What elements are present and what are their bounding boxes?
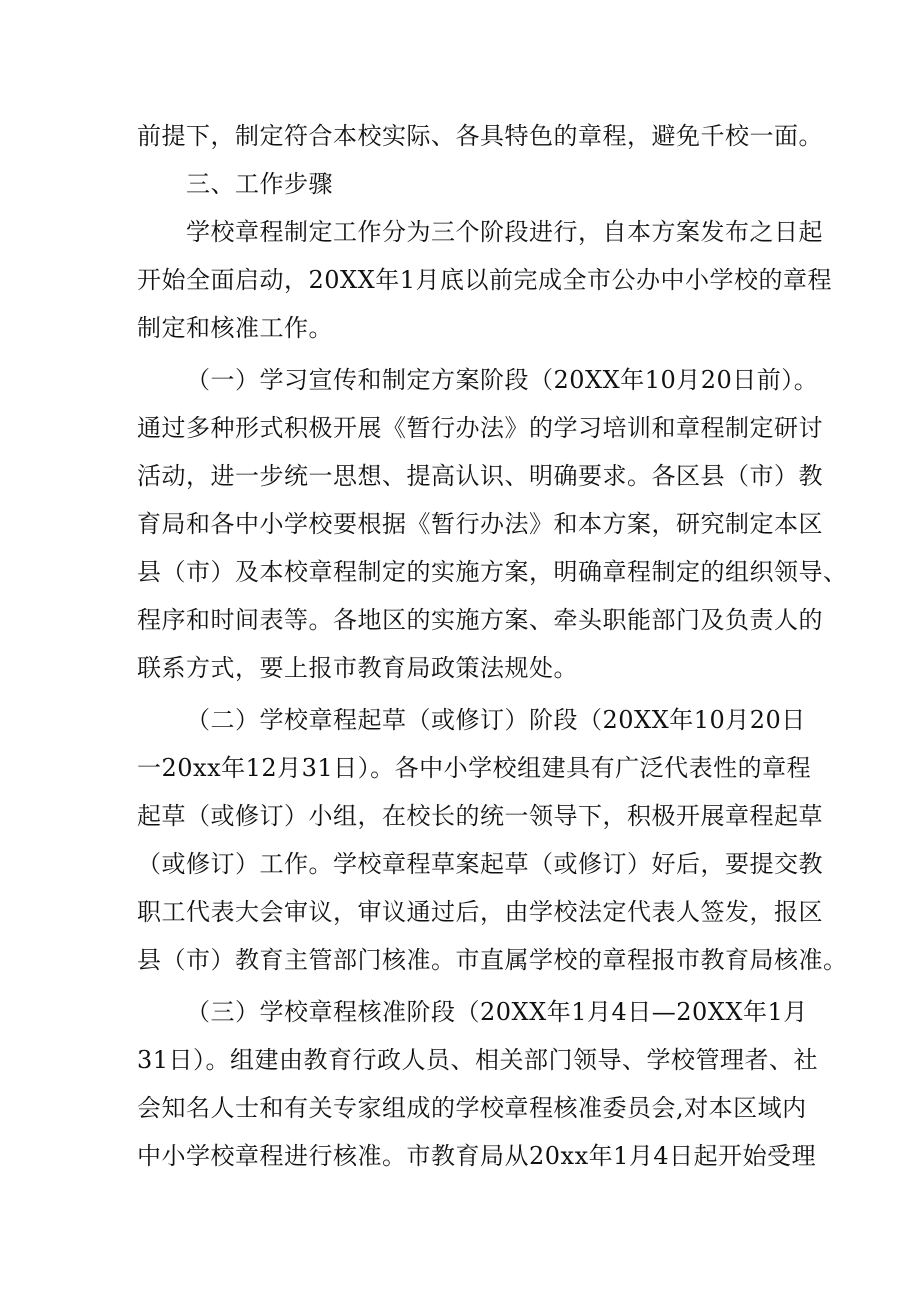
text-line: 学校章程制定工作分为三个阶段进行，自本方案发布之日起 xyxy=(186,218,823,246)
section-heading: 三、工作步骤 xyxy=(186,170,333,198)
text-line: 县（市）及本校章程制定的实施方案，明确章程制定的组织领导、 xyxy=(137,558,848,586)
text-line: 职工代表大会审议，审议通过后，由学校法定代表人签发，报区 xyxy=(137,898,823,926)
text-line: 中小学校章程进行核准。市教育局从20xx年1月4日起开始受理 xyxy=(137,1142,817,1170)
subsection-heading: （三）学校章程核准阶段（20XX年1月4日—20XX年1月 xyxy=(186,998,808,1026)
text-line: 程序和时间表等。各地区的实施方案、牵头职能部门及负责人的 xyxy=(137,606,823,634)
text-line: 开始全面启动，20XX年1月底以前完成全市公办中小学校的章程 xyxy=(137,266,832,294)
subsection-heading: （一）学习宣传和制定方案阶段（20XX年10月20日前）。 xyxy=(186,366,819,394)
text-line: 会知名人士和有关专家组成的学校章程核准委员会,对本区域内 xyxy=(137,1094,807,1122)
text-line: 活动，进一步统一思想、提高认识、明确要求。各区县（市）教 xyxy=(137,462,823,490)
text-line: 起草（或修订）小组，在校长的统一领导下，积极开展章程起草 xyxy=(137,802,823,830)
text-line: 制定和核准工作。 xyxy=(137,314,333,342)
text-line: 县（市）教育主管部门核准。市直属学校的章程报市教育局核准。 xyxy=(137,946,848,974)
text-line: 联系方式，要上报市教育局政策法规处。 xyxy=(137,654,578,682)
subsection-heading: （二）学校章程起草（或修订）阶段（20XX年10月20日 xyxy=(186,706,806,734)
text-line: 前提下，制定符合本校实际、各具特色的章程，避免千校一面。 xyxy=(137,122,823,150)
text-line: 通过多种形式积极开展《暂行办法》的学习培训和章程制定研讨 xyxy=(137,414,823,442)
text-line: 育局和各中小学校要根据《暂行办法》和本方案，研究制定本区 xyxy=(137,510,823,538)
text-line: 一20xx年12月31日）。各中小学校组建具有广泛代表性的章程 xyxy=(137,754,812,782)
text-line: 31日）。组建由教育行政人员、相关部门领导、学校管理者、社 xyxy=(137,1046,819,1074)
text-line: （或修订）工作。学校章程草案起草（或修订）好后，要提交教 xyxy=(137,850,823,878)
